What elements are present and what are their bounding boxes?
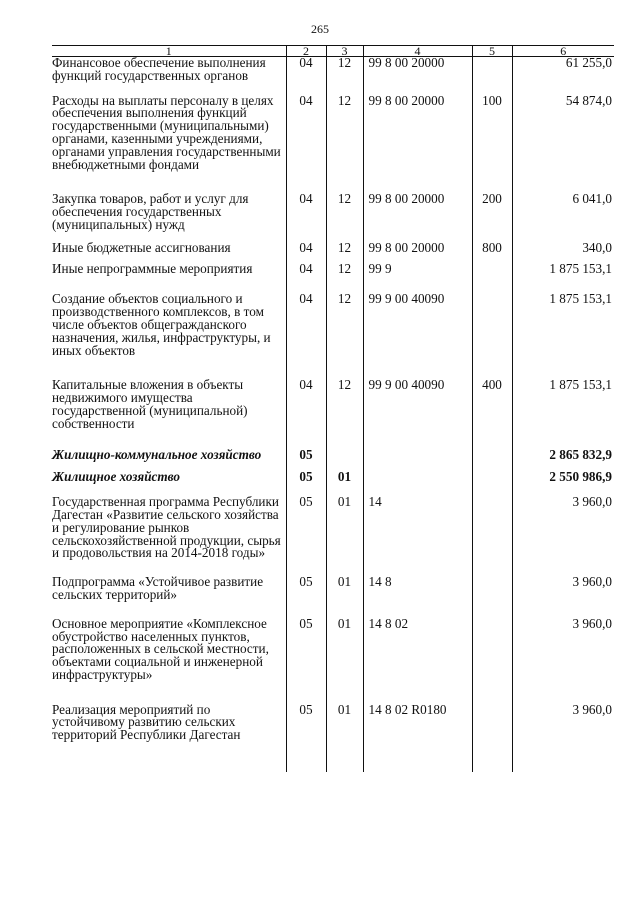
row-group [472, 576, 512, 618]
table-row [52, 242, 614, 263]
row-code: 99 8 00 20000 [363, 57, 472, 95]
row-section: 04 [286, 242, 326, 263]
row-section: 04 [286, 263, 326, 294]
row-subsection: 12 [326, 293, 363, 379]
table-row [52, 618, 614, 704]
row-group [472, 471, 512, 496]
row-section: 04 [286, 95, 326, 194]
row-section: 05 [286, 449, 326, 472]
row-name: Иные бюджетные ассигнования [52, 239, 231, 255]
row-subsection: 12 [326, 379, 363, 448]
table-row [52, 293, 614, 379]
table-tail-row [52, 742, 614, 772]
row-code: 99 8 00 20000 [363, 242, 472, 263]
row-group: 400 [472, 379, 512, 448]
table-row [52, 471, 614, 496]
row-subsection: 01 [326, 618, 363, 704]
row-name: Жилищно-коммунальное хозяйство [52, 446, 262, 462]
header-subsection: 3 [326, 46, 363, 57]
row-amount: 3 960,0 [512, 576, 614, 618]
row-code: 99 8 00 20000 [363, 95, 472, 194]
row-code: 99 8 00 20000 [363, 193, 472, 241]
row-amount: 3 960,0 [512, 496, 614, 576]
row-subsection: 01 [326, 496, 363, 576]
row-group [472, 57, 512, 95]
row-group [472, 263, 512, 294]
empty-cell [363, 742, 472, 772]
row-name: Иные непрограммные мероприятия [52, 260, 253, 276]
row-amount: 54 874,0 [512, 95, 614, 194]
row-amount: 1 875 153,1 [512, 379, 614, 448]
table-row [52, 263, 614, 294]
row-subsection: 12 [326, 263, 363, 294]
row-group [472, 449, 512, 472]
empty-cell [512, 742, 614, 772]
table-row [52, 496, 614, 576]
row-amount: 6 041,0 [512, 193, 614, 241]
row-section: 05 [286, 618, 326, 704]
row-section: 04 [286, 379, 326, 448]
row-amount: 1 875 153,1 [512, 263, 614, 294]
table-row [52, 193, 614, 241]
row-name: Закупка товаров, работ и услуг для обеспечения государственных (муниципальных) нужд [52, 191, 249, 232]
row-code: 99 9 [363, 263, 472, 294]
row-code: 14 8 [363, 576, 472, 618]
row-subsection: 01 [326, 471, 363, 496]
row-code [363, 449, 472, 472]
empty-cell [326, 742, 363, 772]
empty-cell [286, 742, 326, 772]
row-amount: 3 960,0 [512, 618, 614, 704]
row-section: 05 [286, 496, 326, 576]
row-subsection: 12 [326, 57, 363, 95]
row-section: 04 [286, 293, 326, 379]
table-row [52, 95, 614, 194]
row-code: 99 9 00 40090 [363, 293, 472, 379]
row-amount: 3 960,0 [512, 704, 614, 742]
row-amount: 1 875 153,1 [512, 293, 614, 379]
row-section: 05 [286, 576, 326, 618]
row-amount: 61 255,0 [512, 57, 614, 95]
row-section: 04 [286, 193, 326, 241]
row-code: 14 [363, 496, 472, 576]
budget-table [52, 45, 614, 772]
table-row [52, 576, 614, 618]
header-section: 2 [286, 46, 326, 57]
header-amount: 6 [512, 46, 614, 57]
empty-cell [52, 742, 286, 772]
row-name: Основное мероприятие «Комплексное обустройство населенных пунктов, расположенных в сельской местности, объектами социальной и инженерной инфраструктуры» [52, 615, 269, 682]
row-section: 05 [286, 471, 326, 496]
row-subsection: 12 [326, 242, 363, 263]
table-row [52, 449, 614, 472]
row-amount: 2 550 986,9 [512, 471, 614, 496]
row-group: 100 [472, 95, 512, 194]
row-name: Реализация мероприятий по устойчивому развитию сельских территорий Республики Дагестан [52, 701, 241, 743]
row-group [472, 496, 512, 576]
header-group: 5 [472, 46, 512, 57]
row-group: 200 [472, 193, 512, 241]
table-row [52, 704, 614, 742]
empty-cell [472, 742, 512, 772]
row-name: Подпрограмма «Устойчивое развитие сельских территорий» [52, 574, 264, 602]
row-name: Финансовое обеспечение выполнения функций государственных органов [52, 55, 266, 83]
row-subsection: 12 [326, 193, 363, 241]
row-subsection: 01 [326, 576, 363, 618]
row-name: Жилищное хозяйство [52, 469, 180, 485]
row-section: 04 [286, 57, 326, 95]
row-code [363, 471, 472, 496]
row-code: 14 8 02 [363, 618, 472, 704]
row-name: Расходы на выплаты персоналу в целях обеспечения выполнения функций государственными (муниципальными) органами, казенными учреждениями, органами управления государственными внебюджетными фондами [52, 92, 281, 172]
page-number: 265 [311, 22, 329, 36]
row-code: 99 9 00 40090 [363, 379, 472, 448]
row-group: 800 [472, 242, 512, 263]
row-code: 14 8 02 R0180 [363, 704, 472, 742]
row-subsection: 01 [326, 704, 363, 742]
row-name: Государственная программа Республики Дагестан «Развитие сельского хозяйства и регулирование рынков сельскохозяйственной продукции, сырья и продовольствия на 2014-2018 годы» [52, 494, 281, 561]
header-name: 1 [52, 46, 286, 57]
row-subsection [326, 449, 363, 472]
row-group [472, 704, 512, 742]
header-code: 4 [363, 46, 472, 57]
row-amount: 2 865 832,9 [512, 449, 614, 472]
row-section: 05 [286, 704, 326, 742]
row-subsection: 12 [326, 95, 363, 194]
row-group [472, 618, 512, 704]
row-amount: 340,0 [512, 242, 614, 263]
row-name: Капитальные вложения в объекты недвижимого имущества государственной (муниципальной) собственности [52, 377, 248, 431]
row-name: Создание объектов социального и производственного комплексов, в том числе объектов общегражданского назначения, жилья, инфраструктуры, и иных объектов [52, 291, 271, 358]
row-group [472, 293, 512, 379]
table-row [52, 57, 614, 95]
table-row [52, 379, 614, 448]
